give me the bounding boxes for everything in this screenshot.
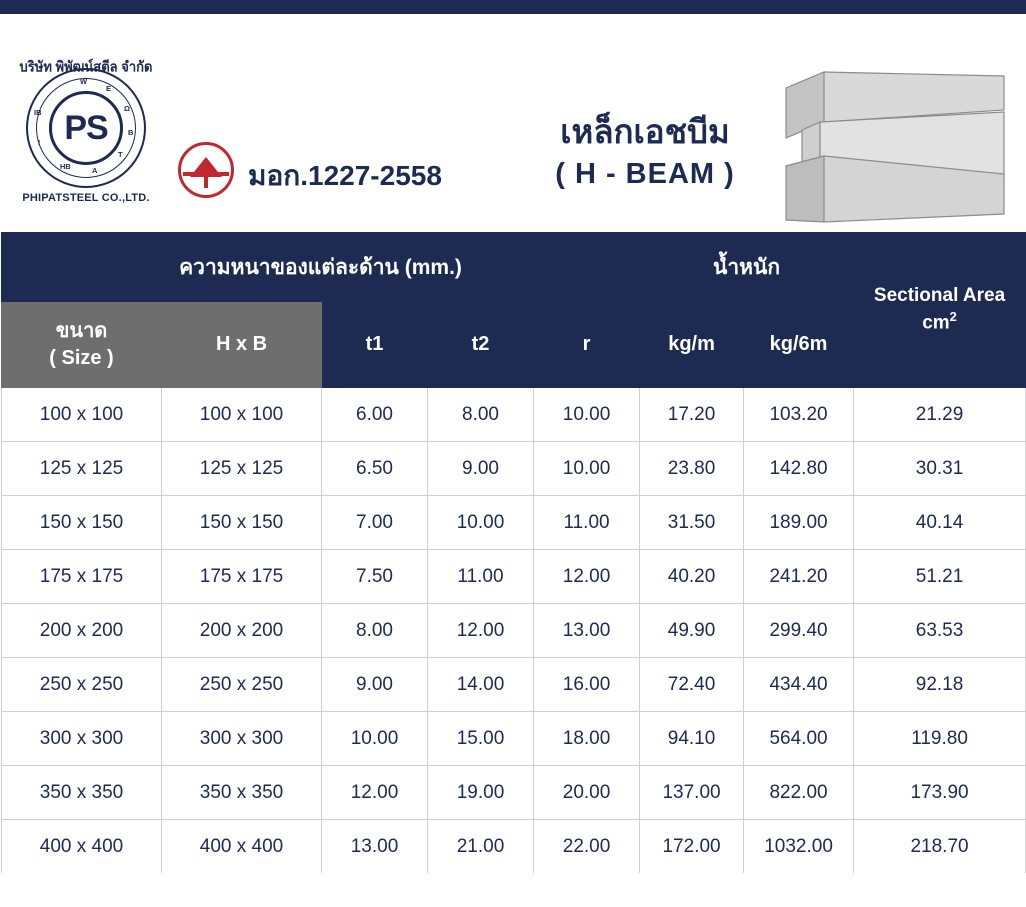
company-logo-arc-top-text: บริษัท พิพัฒน์สตีล จำกัด — [19, 58, 153, 75]
table-row — [2, 820, 1026, 874]
column-header-size-line1: ขนาด — [55, 319, 108, 342]
cell-hb: 150 x 150 — [162, 496, 322, 550]
table-row — [2, 712, 1026, 766]
cell-t1: 8.00 — [322, 604, 428, 658]
header — [0, 14, 1026, 232]
cell-kg-per-6m: 299.40 — [744, 604, 854, 658]
cell-sectional-area: 173.90 — [854, 766, 1026, 820]
cell-kg-per-m: 17.20 — [640, 388, 744, 442]
column-header-t2: t2 — [428, 302, 534, 388]
cell-t2: 15.00 — [428, 712, 534, 766]
tisi-stem-shape — [204, 172, 208, 188]
cell-kg-per-6m: 1032.00 — [744, 820, 854, 874]
cell-kg-per-m: 31.50 — [640, 496, 744, 550]
table-row — [2, 658, 1026, 712]
cell-r: 12.00 — [534, 550, 640, 604]
cell-sectional-area: 30.31 — [854, 442, 1026, 496]
page-title-english: ( H - BEAM ) — [555, 157, 735, 190]
cell-r: 16.00 — [534, 658, 640, 712]
cell-kg-per-m: 172.00 — [640, 820, 744, 874]
cell-t1: 12.00 — [322, 766, 428, 820]
cell-t2: 10.00 — [428, 496, 534, 550]
top-accent-bar — [0, 0, 1026, 14]
cell-r: 13.00 — [534, 604, 640, 658]
column-header-hb: H x B — [162, 302, 322, 388]
cell-r: 22.00 — [534, 820, 640, 874]
cell-sectional-area: 119.80 — [854, 712, 1026, 766]
cell-t2: 21.00 — [428, 820, 534, 874]
cell-kg-per-6m: 241.20 — [744, 550, 854, 604]
cell-t1: 7.50 — [322, 550, 428, 604]
cell-sectional-area: 63.53 — [854, 604, 1026, 658]
company-logo-initials: PS — [64, 108, 108, 147]
cell-hb: 100 x 100 — [162, 388, 322, 442]
cell-t2: 9.00 — [428, 442, 534, 496]
company-logo-arc-bottom-text: PHIPATSTEEL CO.,LTD. — [22, 192, 150, 204]
page-title — [520, 110, 770, 194]
cell-kg-per-m: 137.00 — [640, 766, 744, 820]
company-logo — [8, 54, 168, 214]
cell-kg-per-m: 72.40 — [640, 658, 744, 712]
cell-r: 18.00 — [534, 712, 640, 766]
column-header-kg-per-6m: kg/6m — [744, 302, 854, 388]
cell-sectional-area: 218.70 — [854, 820, 1026, 874]
cell-t2: 19.00 — [428, 766, 534, 820]
standard-label: มอก.1227-2558 — [248, 160, 442, 191]
table-row — [2, 442, 1026, 496]
cell-hb: 300 x 300 — [162, 712, 322, 766]
column-header-sectional-area — [854, 233, 1026, 388]
cell-t1: 6.50 — [322, 442, 428, 496]
sectional-area-line1: Sectional Area — [873, 285, 1006, 307]
cell-sectional-area: 40.14 — [854, 496, 1026, 550]
cell-size: 100 x 100 — [2, 388, 162, 442]
cell-t2: 12.00 — [428, 604, 534, 658]
column-header-r: r — [534, 302, 640, 388]
column-header-kg-per-m: kg/m — [640, 302, 744, 388]
cell-r: 20.00 — [534, 766, 640, 820]
cell-kg-per-6m: 564.00 — [744, 712, 854, 766]
cell-t1: 6.00 — [322, 388, 428, 442]
cell-t2: 8.00 — [428, 388, 534, 442]
cell-t1: 13.00 — [322, 820, 428, 874]
table-body — [2, 388, 1026, 874]
page-title-thai: เหล็กเอชบีม — [560, 113, 730, 150]
cell-size: 150 x 150 — [2, 496, 162, 550]
tisi-mark-icon — [178, 142, 236, 200]
cell-kg-per-6m: 189.00 — [744, 496, 854, 550]
cell-size: 125 x 125 — [2, 442, 162, 496]
cell-kg-per-6m: 822.00 — [744, 766, 854, 820]
cell-size: 175 x 175 — [2, 550, 162, 604]
cell-sectional-area: 92.18 — [854, 658, 1026, 712]
cell-size: 300 x 300 — [2, 712, 162, 766]
cell-hb: 400 x 400 — [162, 820, 322, 874]
cell-t1: 7.00 — [322, 496, 428, 550]
column-header-t1: t1 — [322, 302, 428, 388]
cell-r: 11.00 — [534, 496, 640, 550]
cell-size: 400 x 400 — [2, 820, 162, 874]
cell-t2: 14.00 — [428, 658, 534, 712]
cell-size: 250 x 250 — [2, 658, 162, 712]
logo-tick-marks: W E Ω B T A HB I IB — [34, 77, 134, 175]
cell-sectional-area: 51.21 — [854, 550, 1026, 604]
column-header-size — [2, 302, 162, 388]
cell-hb: 250 x 250 — [162, 658, 322, 712]
cell-hb: 125 x 125 — [162, 442, 322, 496]
cell-r: 10.00 — [534, 388, 640, 442]
table-row — [2, 766, 1026, 820]
cell-kg-per-m: 23.80 — [640, 442, 744, 496]
h-beam-spec-table — [1, 232, 1026, 873]
table-row — [2, 604, 1026, 658]
sectional-area-superscript: 2 — [949, 308, 957, 324]
cell-kg-per-6m: 142.80 — [744, 442, 854, 496]
table-group-header-row — [2, 233, 1026, 302]
cell-t1: 10.00 — [322, 712, 428, 766]
table-header — [2, 233, 1026, 388]
table-row — [2, 388, 1026, 442]
cell-sectional-area: 21.29 — [854, 388, 1026, 442]
group-header-thickness: ความหนาของแต่ละด้าน (mm.) — [2, 233, 640, 302]
table-row — [2, 550, 1026, 604]
column-header-size-line2: ( Size ) — [49, 346, 114, 369]
cell-hb: 175 x 175 — [162, 550, 322, 604]
cell-t1: 9.00 — [322, 658, 428, 712]
cell-hb: 350 x 350 — [162, 766, 322, 820]
cell-kg-per-m: 40.20 — [640, 550, 744, 604]
cell-kg-per-m: 49.90 — [640, 604, 744, 658]
cell-hb: 200 x 200 — [162, 604, 322, 658]
table-row — [2, 496, 1026, 550]
cell-size: 350 x 350 — [2, 766, 162, 820]
sectional-area-line2: cm — [922, 312, 950, 334]
h-beam-3d-illustration — [776, 70, 1006, 230]
cell-kg-per-m: 94.10 — [640, 712, 744, 766]
cell-kg-per-6m: 434.40 — [744, 658, 854, 712]
cell-r: 10.00 — [534, 442, 640, 496]
group-header-weight: น้ำหนัก — [640, 233, 854, 302]
cell-t2: 11.00 — [428, 550, 534, 604]
cell-kg-per-6m: 103.20 — [744, 388, 854, 442]
cell-size: 200 x 200 — [2, 604, 162, 658]
